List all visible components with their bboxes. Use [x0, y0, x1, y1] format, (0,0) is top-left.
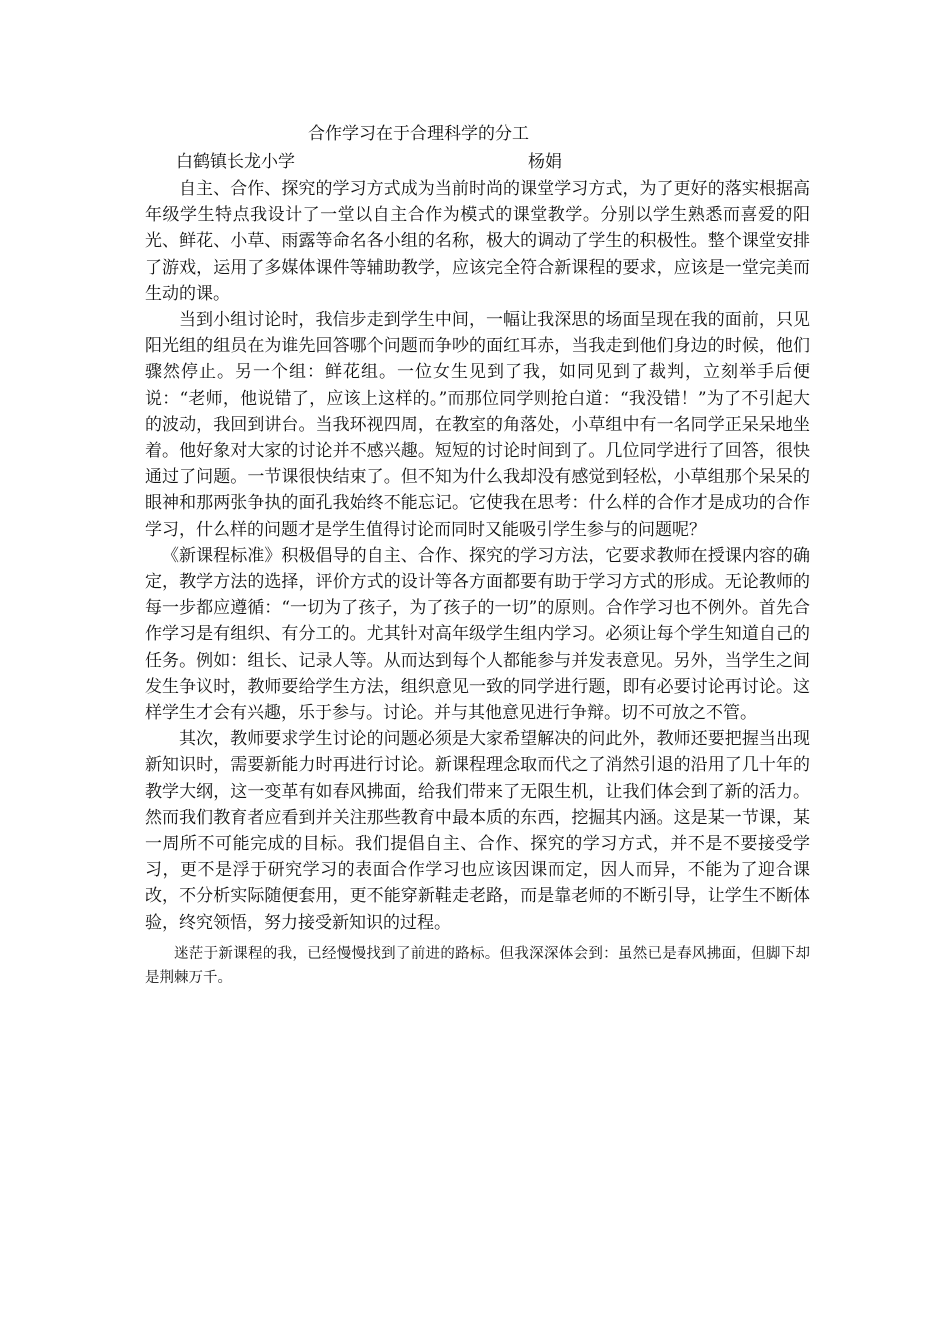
paragraph-4: 其次，教师要求学生讨论的问题必须是大家希望解决的问此外，教师还要把握当出现新知识时，需要新能力时再进行讨论。新课程理念取而代之了消然引退的沿用了几十年的教学大纲，这一变革有如春风拂面，给我们带来了无限生机，让我们体会到了新的活力。然而我们教育者应看到并关注那些教育中最本质的东西，挖掘其内涵。这是某一节课，某一周所不可能完成的目标。我们提倡自主、合作、探究的学习方式，并不是不要接受学习，更不是浮于研究学习的表面合作学习也应该因课而定，因人而异，不能为了迎合课改，不分析实际随便套用，更不能穿新鞋走老路，而是靠老师的不断引导，让学生不断体验，终究领悟，努力接受新知识的过程。 [145, 729, 810, 933]
paragraph-1: 自主、合作、探究的学习方式成为当前时尚的课堂学习方式，为了更好的落实根据高年级学生特点我设计了一堂以自主合作为模式的课堂教学。分别以学生熟悉而喜爱的阳光、鲜花、小草、雨露等命名各小组的名称，极大的调动了学生的积极性。整个课堂安排了游戏，运用了多媒体课件等辅助教学，应该完全符合新课程的要求，应该是一堂完美而生动的课。 [145, 179, 810, 304]
paragraph-5: 迷茫于新课程的我，已经慢慢找到了前进的路标。但我深深体会到：虽然已是春风拂面，但脚下却是荆棘万千。 [145, 945, 810, 986]
document-title: 合作学习在于合理科学的分工 [308, 124, 529, 144]
document-page [145, 120, 810, 990]
byline [145, 148, 810, 176]
author-name: 杨娟 [528, 152, 562, 172]
school-name: 白鹤镇长龙小学 [176, 152, 295, 172]
paragraph-2: 当到小组讨论时，我信步走到学生中间，一幅让我深思的场面呈现在我的面前，只见阳光组的组员在为谁先回答哪个问题而争吵的面红耳赤，当我走到他们身边的时候，他们骤然停止。另一个组：鲜花组。一位女生见到了我，如同见到了裁判，立刻举手后便说：“老师，他说错了，应该上这样的。”而那位同学则抢白道：“我没错！”为了不引起大的波动，我回到讲台。当我环视四周，在教室的角落处，小草组中有一名同学正呆呆地坐着。他好象对大家的讨论并不感兴趣。短短的讨论时间到了。几位同学进行了回答，很快通过了问题。一节课很快结束了。但不知为什么我却没有感觉到轻松，小草组那个呆呆的眼神和那两张争执的面孔我始终不能忘记。它使我在思考：什么样的合作才是成功的合作学习，什么样的问题才是学生值得讨论而同时又能吸引学生参与的问题呢？ [145, 310, 810, 540]
paragraph-3: 《新课程标准》积极倡导的自主、合作、探究的学习方法，它要求教师在授课内容的确定，教学方法的选择，评价方式的设计等各方面都要有助于学习方式的形成。无论教师的每一步都应遵循：“一切为了孩子，为了孩子的一切”的原则。合作学习也不例外。首先合作学习是有组织、有分工的。尤其针对高年级学生组内学习。必须让每个学生知道自己的任务。例如：组长、记录人等。从而达到每个人都能参与并发表意见。另外，当学生之间发生争议时，教师要给学生方法，组织意见一致的同学进行题，即有必要讨论再讨论。这样学生才会有兴趣，乐于参与。讨论。并与其他意见进行争辩。切不可放之不管。 [145, 545, 810, 724]
